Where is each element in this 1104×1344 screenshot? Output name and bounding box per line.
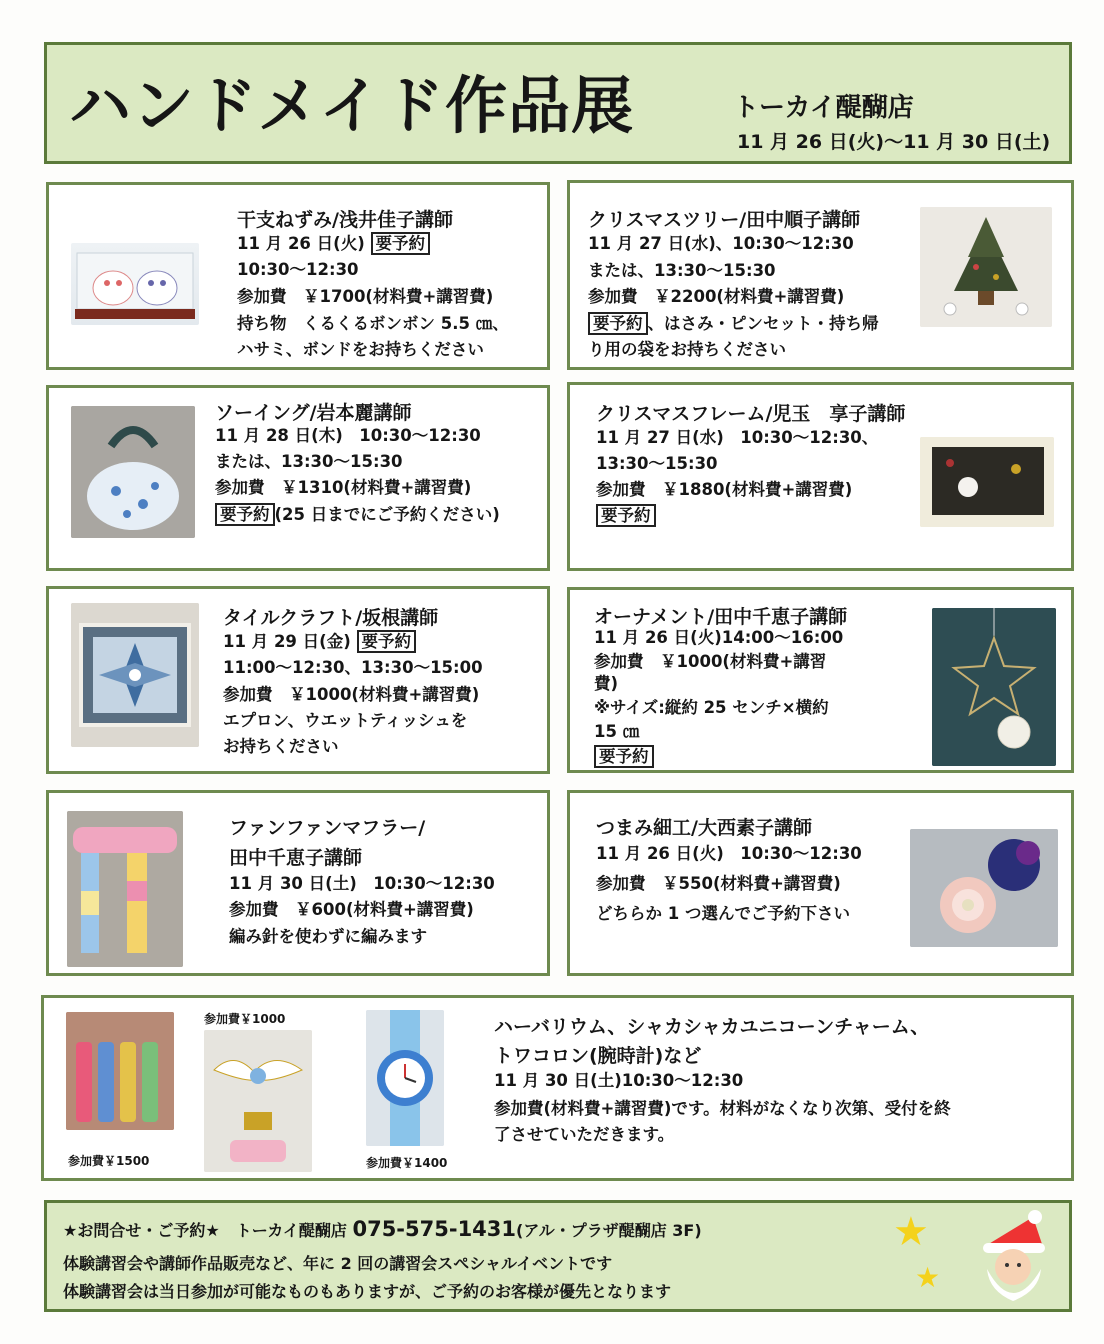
eto-fee: 参加費 ￥1700(材料費+講習費) — [237, 287, 494, 306]
herbarium-date: 11 月 30 日(土)10:30～12:30 — [494, 1071, 744, 1090]
ornament-date: 11 月 26 日(火)14:00～16:00 — [594, 628, 844, 647]
tile-image — [71, 603, 199, 747]
tree-note-2: り用の袋をお持ちください — [588, 340, 786, 359]
card-muffler — [46, 790, 550, 976]
tile-reserve-badge: 要予約 — [357, 630, 417, 653]
herbarium-image — [66, 1012, 174, 1130]
frame-image — [920, 437, 1054, 527]
unicorn-fee-caption: 参加費￥1000 — [204, 1012, 286, 1026]
sewing-time-2: または、13:30～15:30 — [215, 452, 403, 471]
footer-phone: 075-575-1431 — [352, 1217, 517, 1241]
footer-contact-label: ★お問合せ・ご予約★ トーカイ醍醐店 — [63, 1221, 347, 1240]
tile-photo — [71, 603, 199, 747]
frame-photo — [920, 437, 1054, 527]
ornament-fee-2: 費) — [594, 674, 619, 693]
tree-note-1-line — [588, 313, 879, 335]
watch-image — [366, 1010, 444, 1146]
eto-bring-2: ハサミ、ボンドをお持ちください — [237, 340, 484, 359]
herbarium-photo — [66, 1012, 174, 1130]
frame-time-2: 13:30～15:30 — [596, 454, 718, 473]
muffler-title-1: ファンファンマフラー/ — [229, 817, 426, 839]
star-icon-small: ★ — [915, 1261, 941, 1294]
tree-fee: 参加費 ￥2200(材料費+講習費) — [588, 287, 845, 306]
tile-title: タイルクラフト/坂根講師 — [223, 607, 439, 629]
herbarium-fee-caption: 参加費￥1500 — [68, 1154, 150, 1168]
tsumami-note: どちらか 1 つ選んでご予約下さい — [596, 904, 850, 923]
tree-date: 11 月 27 日(水)、10:30～12:30 — [588, 234, 854, 253]
muffler-note: 編み針を使わずに編みます — [229, 927, 427, 946]
tree-title: クリスマスツリー/田中順子講師 — [588, 209, 861, 231]
ornament-size-2: 15 ㎝ — [594, 722, 640, 741]
frame-date: 11 月 27 日(水) 10:30～12:30、 — [596, 428, 879, 447]
tile-bring-2: お持ちください — [223, 737, 339, 756]
event-period: 11 月 26 日(火)～11 月 30 日(土) — [737, 131, 1051, 153]
tsumami-photo — [910, 829, 1058, 947]
store-name: トーカイ醍醐店 — [733, 93, 914, 123]
sewing-note: (25 日までにご予約ください) — [274, 505, 500, 524]
tile-time: 11:00～12:30、13:30～15:00 — [223, 658, 483, 677]
frame-fee: 参加費 ￥1880(材料費+講習費) — [596, 480, 853, 499]
watch-fee-caption: 参加費￥1400 — [366, 1156, 448, 1170]
herbarium-note-1: 参加費(材料費+講習費)です。材料がなくなり次第、受付を終 — [494, 1099, 951, 1118]
sewing-date: 11 月 28 日(木) 10:30～12:30 — [215, 426, 481, 445]
ornament-fee-1: 参加費 ￥1000(材料費+講習 — [594, 652, 827, 671]
tsumami-title: つまみ細工/大西素子講師 — [596, 817, 812, 839]
page-title: ハンドメイド作品展 — [69, 69, 635, 142]
herbarium-note-2: 了させていただきます。 — [494, 1125, 675, 1144]
eto-bring-1: 持ち物 くるくるボンボン 5.5 ㎝、 — [237, 314, 509, 333]
ornament-image — [932, 608, 1056, 766]
tree-image — [920, 207, 1052, 327]
santa-icon — [965, 1209, 1059, 1305]
sewing-reserve-badge: 要予約 — [215, 503, 275, 526]
frame-title: クリスマスフレーム/児玉 享子講師 — [596, 403, 906, 425]
card-tsumami — [567, 790, 1074, 976]
tsumami-date: 11 月 26 日(火) 10:30～12:30 — [596, 844, 862, 863]
watch-photo — [366, 1010, 444, 1146]
ornament-reserve-badge: 要予約 — [594, 745, 654, 768]
mouse-image — [71, 243, 199, 325]
footer-line-2: 体験講習会や講師作品販売など、年に 2 回の講習会スペシャルイベントです — [63, 1254, 613, 1273]
muffler-title-2: 田中千恵子講師 — [229, 847, 363, 869]
card-sewing — [46, 385, 550, 571]
card-christmas-tree — [567, 180, 1074, 370]
unicorn-charm-photo — [204, 1030, 312, 1172]
tile-date-line — [223, 631, 416, 653]
mouse-photo — [71, 243, 199, 325]
card-eto-mouse — [46, 182, 550, 370]
tree-note-1: 、はさみ・ピンセット・持ち帰 — [647, 314, 879, 333]
tsumami-fee: 参加費 ￥550(材料費+講習費) — [596, 874, 841, 893]
tile-date: 11 月 29 日(金) — [223, 632, 351, 651]
footer-place: (アル・プラザ醍醐店 3F) — [516, 1221, 702, 1240]
eto-reserve-badge: 要予約 — [371, 232, 431, 255]
tsumami-image — [910, 829, 1058, 947]
frame-reserve-badge: 要予約 — [596, 504, 656, 527]
eto-date-line — [237, 233, 430, 255]
header-banner — [44, 42, 1072, 164]
footer-line-3: 体験講習会は当日参加が可能なものもありますが、ご予約のお客様が優先となります — [63, 1282, 672, 1301]
herbarium-title-1: ハーバリウム、シャカシャカユニコーンチャーム、 — [494, 1016, 930, 1038]
sewing-fee: 参加費 ￥1310(材料費+講習費) — [215, 478, 472, 497]
herbarium-title-2: トワコロン(腕時計)など — [494, 1045, 702, 1067]
muffler-date: 11 月 30 日(土) 10:30～12:30 — [229, 874, 495, 893]
muffler-fee: 参加費 ￥600(材料費+講習費) — [229, 900, 474, 919]
frame-reserve-line — [596, 505, 656, 527]
ornament-size-1: ※サイズ:縦約 25 センチ×横約 — [594, 698, 829, 717]
tree-photo — [920, 207, 1052, 327]
tile-bring-1: エプロン、ウエットティッシュを — [223, 711, 468, 730]
ornament-photo — [932, 608, 1056, 766]
tile-fee: 参加費 ￥1000(材料費+講習費) — [223, 685, 480, 704]
ornament-title: オーナメント/田中千恵子講師 — [594, 606, 848, 628]
sewing-title: ソーイング/岩本麗講師 — [215, 402, 412, 424]
ornament-reserve-line — [594, 746, 654, 768]
card-tile-craft — [46, 586, 550, 774]
eto-date: 11 月 26 日(火) — [237, 234, 365, 253]
unicorn-charm-image — [204, 1030, 312, 1172]
pouch-image — [71, 406, 195, 538]
tree-time-2: または、13:30～15:30 — [588, 261, 776, 280]
star-icon: ★ — [893, 1209, 929, 1255]
sewing-note-line — [215, 504, 500, 526]
footer-contact-box — [44, 1200, 1072, 1312]
eto-title: 干支ねずみ/浅井佳子講師 — [237, 209, 453, 231]
sewing-photo — [71, 406, 195, 538]
eto-time: 10:30～12:30 — [237, 260, 359, 279]
muffler-photo — [67, 811, 183, 967]
card-christmas-frame — [567, 382, 1074, 571]
card-herbarium — [41, 995, 1074, 1181]
muffler-image — [67, 811, 183, 967]
footer-contact-line — [63, 1217, 702, 1241]
tree-reserve-badge: 要予約 — [588, 312, 648, 335]
card-ornament — [567, 587, 1074, 773]
